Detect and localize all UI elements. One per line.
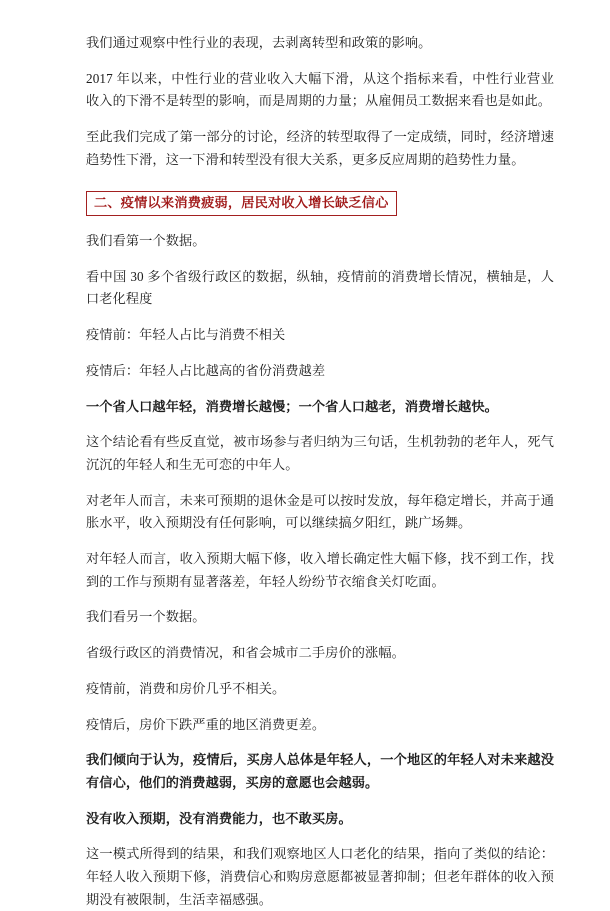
paragraph-emphasis: 我们倾向于认为，疫情后，买房人总体是年轻人，一个地区的年轻人对未来越没有信心，他们的消费越弱，买房的意愿也会越弱。 bbox=[86, 752, 554, 790]
paragraph: 对年轻人而言，收入预期大幅下修，收入增长确定性大幅下修，找不到工作，找到的工作与预期有显著落差，年轻人纷纷节衣缩食关灯吃面。 bbox=[86, 551, 554, 589]
paragraph: 疫情后：年轻人占比越高的省份消费越差 bbox=[86, 362, 326, 378]
paragraph: 这个结论看有些反直觉，被市场参与者归纳为三句话，生机勃勃的老年人，死气沉沉的年轻人和生无可恋的中年人。 bbox=[86, 434, 554, 472]
paragraph: 省级行政区的消费情况，和省会城市二手房价的涨幅。 bbox=[86, 645, 405, 661]
section-heading-label: 二、疫情以来消费疲弱，居民对收入增长缺乏信心 bbox=[94, 194, 389, 210]
paragraph-emphasis: 一个省人口越年轻，消费增长越慢；一个省人口越老，消费增长越快。 bbox=[86, 398, 498, 414]
paragraph-emphasis: 没有收入预期，没有消费能力，也不敢买房。 bbox=[86, 810, 352, 826]
paragraph: 我们通过观察中性行业的表现，去剥离转型和政策的影响。 bbox=[86, 35, 432, 50]
paragraph: 我们看第一个数据。 bbox=[86, 233, 206, 248]
paragraph: 2017 年以来，中性行业的营业收入大幅下滑，从这个指标来看，中性行业营业收入的下滑不是转型的影响，而是周期的力量；从雇佣员工数据来看也是如此。 bbox=[86, 70, 554, 109]
paragraph: 这一模式所得到的结果，和我们观察地区人口老化的结果，指向了类似的结论：年轻人收入预期下修，消费信心和购房意愿都被显著抑制；但老年群体的收入预期没有被限制，生活幸福感强。 bbox=[86, 846, 554, 907]
paragraph: 看中国 30 多个省级行政区的数据，纵轴，疫情前的消费增长情况，横轴是，人口老化程度 bbox=[86, 268, 554, 307]
paragraph: 我们看另一个数据。 bbox=[86, 609, 206, 625]
paragraph: 疫情前：年轻人占比与消费不相关 bbox=[86, 327, 286, 343]
paragraph: 疫情前，消费和房价几乎不相关。 bbox=[86, 680, 286, 696]
paragraph: 疫情后，房价下跌严重的地区消费更差。 bbox=[86, 716, 326, 732]
paragraph: 至此我们完成了第一部分的讨论，经济的转型取得了一定成绩，同时，经济增速趋势性下滑，这一下滑和转型没有很大关系，更多反应周期的趋势性力量。 bbox=[86, 129, 554, 167]
paragraph: 对老年人而言，未来可预期的退休金是可以按时发放，每年稳定增长，并高于通胀水平，收入预期没有任何影响，可以继续搞夕阳红，跳广场舞。 bbox=[86, 492, 554, 531]
section-heading bbox=[86, 191, 397, 216]
